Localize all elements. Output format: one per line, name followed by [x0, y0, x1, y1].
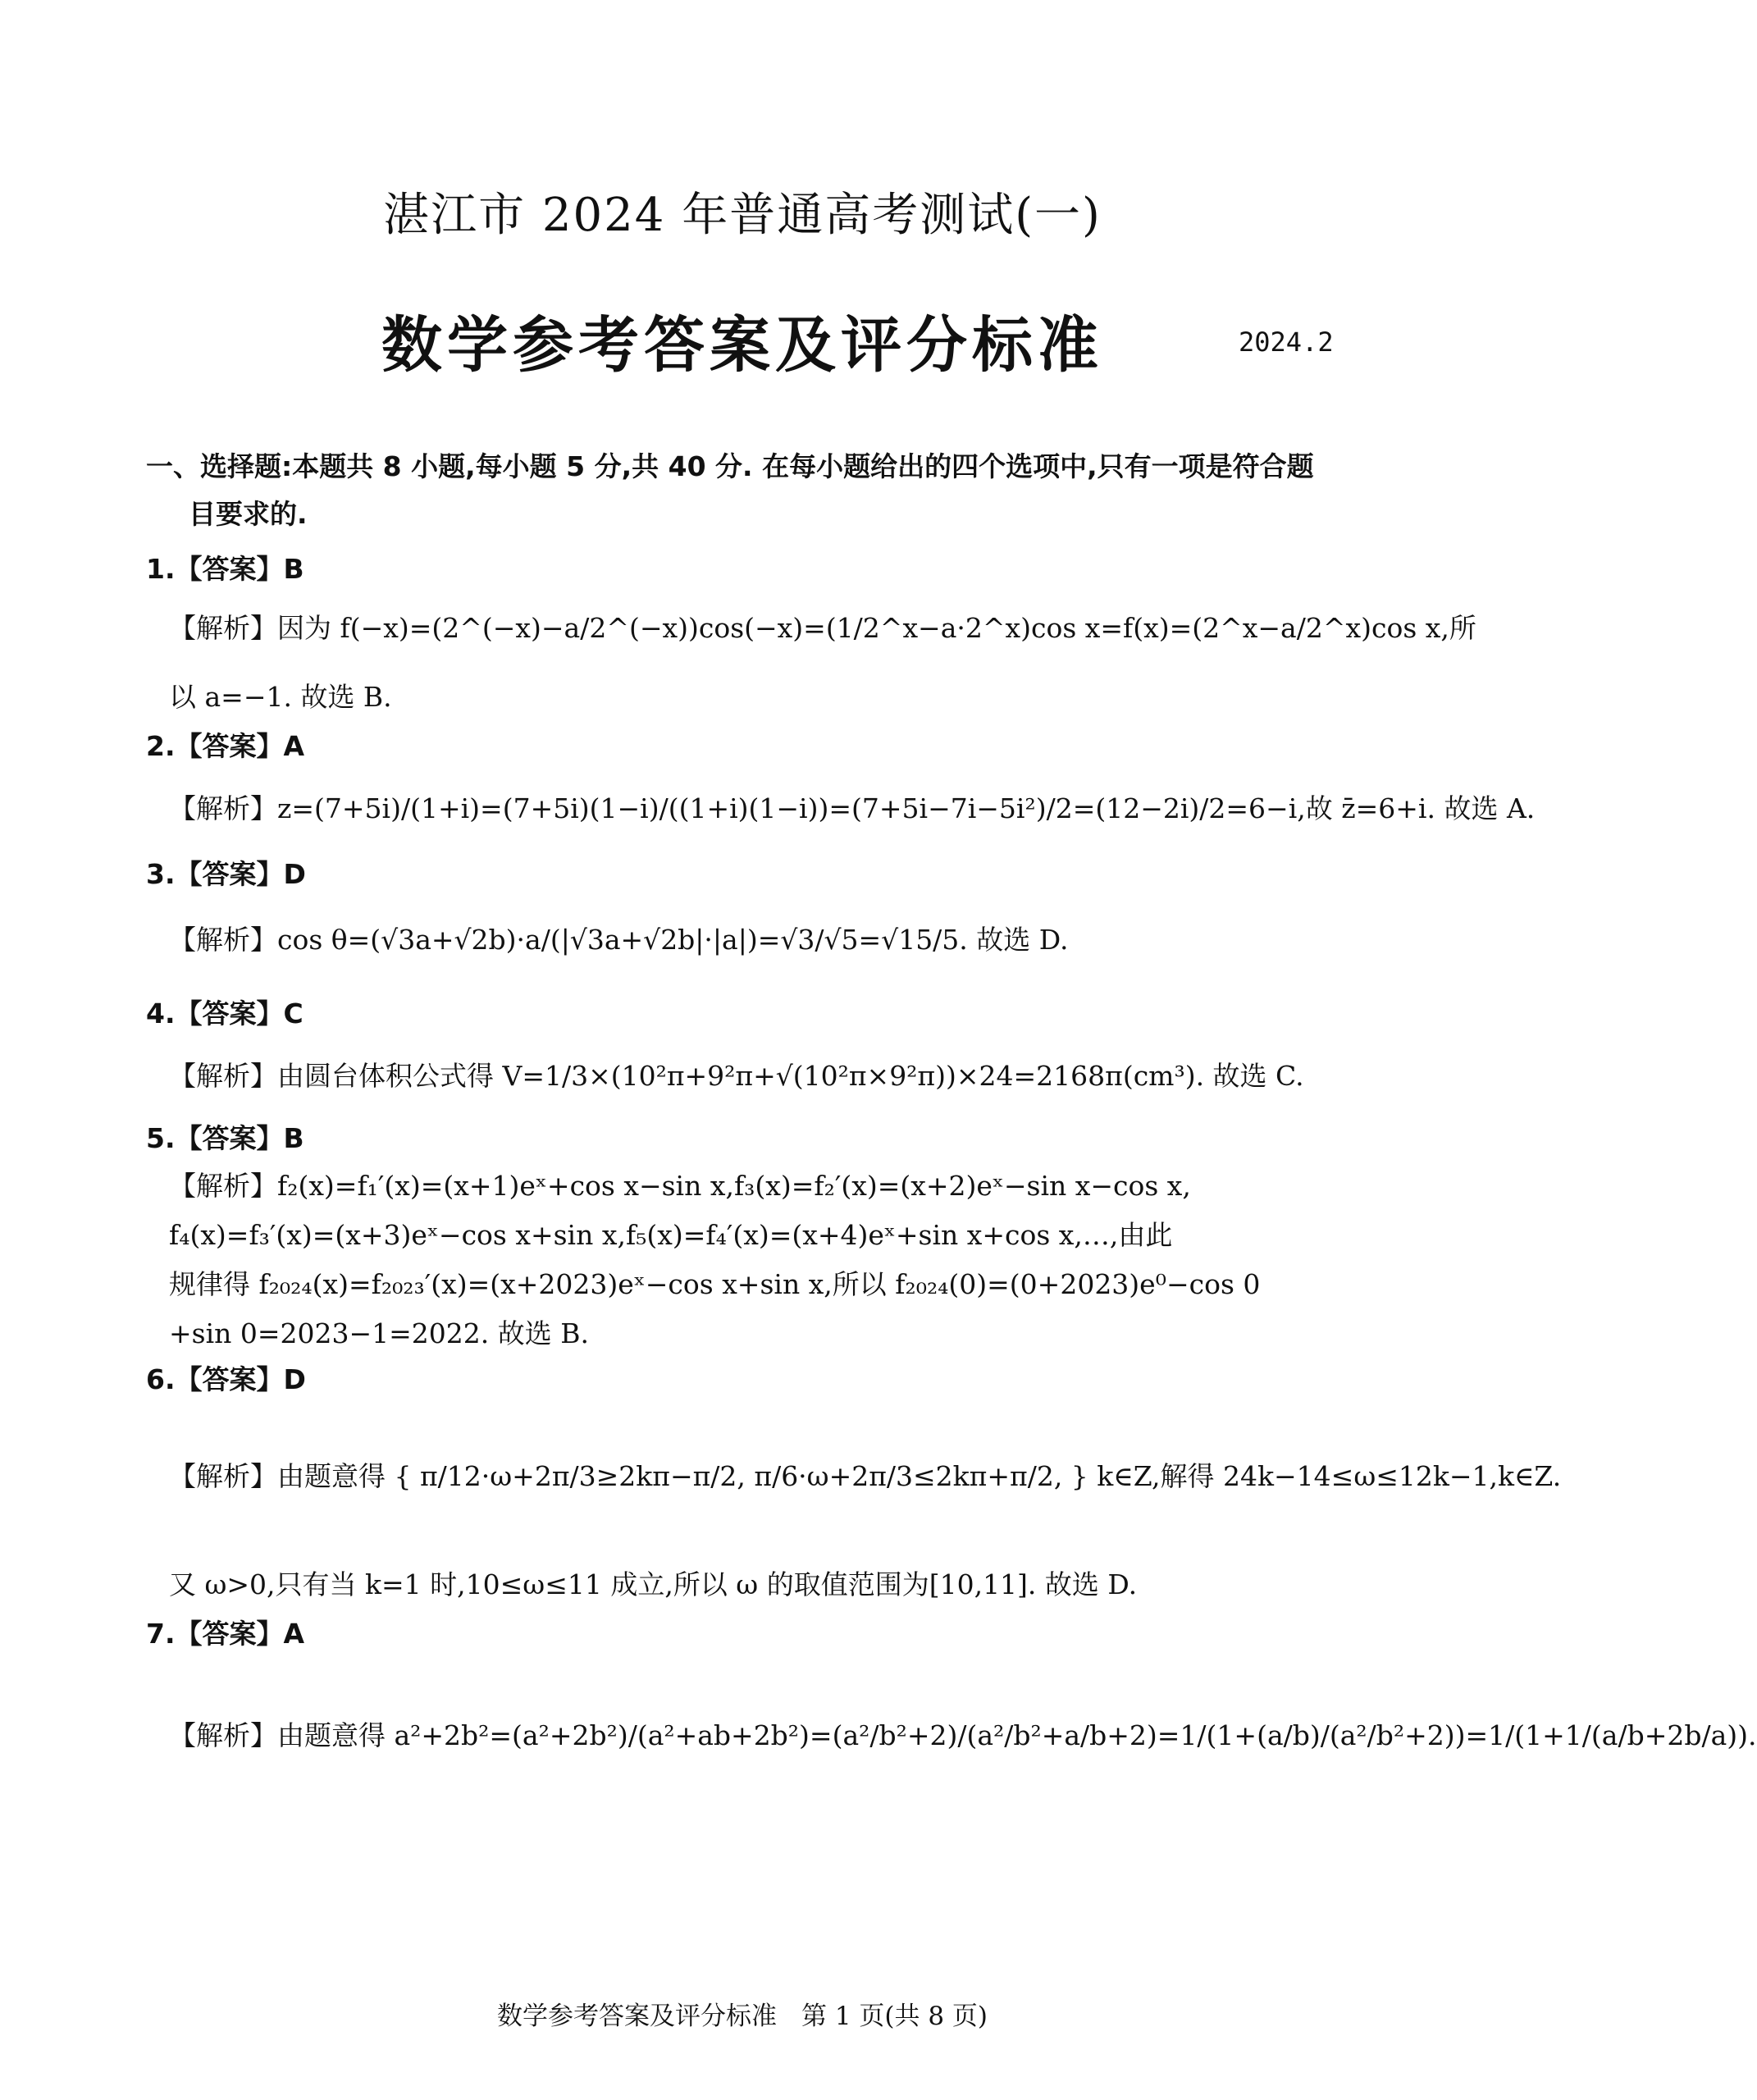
question-2-analysis-line1: 【解析】z=(7+5i)/(1+i)=(7+5i)(1−i)/((1+i)(1−i))=(7+5i−7i−5i²)/2=(12−2i)/2=6−i,故 z̄=6+i. 故选 A. [169, 792, 1536, 824]
exam-title: 湛江市 2024 年普通高考测试(一) [383, 189, 1102, 242]
question-7-analysis-line1: 【解析】由题意得 a²+2b²=(a²+2b²)/(a²+ab+2b²)=(a²/b²+2)/(a²/b²+a/b+2)=1/(1+(a/b)/(a²/b²+2))=1/(1+1/(a/b+2b/a)). [169, 1719, 1757, 1751]
question-3-analysis-line1: 【解析】cos θ=(√3a+√2b)·a/(|√3a+√2b|·|a|)=√3/√5=√15/5. 故选 D. [169, 924, 1069, 956]
question-1-answer: 1.【答案】B [146, 553, 304, 585]
section-heading-line2: 目要求的. [189, 498, 308, 530]
section-heading-line1: 一、选择题:本题共 8 小题,每小题 5 分,共 40 分. 在每小题给出的四个选项中,只有一项是符合题 [146, 450, 1314, 482]
question-4-analysis-line1: 【解析】由圆台体积公式得 V=1/3×(10²π+9²π+√(10²π×9²π))×24=2168π(cm³). 故选 C. [169, 1060, 1304, 1092]
question-5-analysis-line2: f₄(x)=f₃′(x)=(x+3)eˣ−cos x+sin x,f₅(x)=f₄′(x)=(x+4)eˣ+sin x+cos x,…,由此 [169, 1219, 1173, 1251]
page-footer [0, 1995, 1485, 2032]
question-6-answer: 6.【答案】D [146, 1363, 306, 1395]
question-5-answer: 5.【答案】B [146, 1122, 304, 1154]
document-subtitle: 数学参考答案及评分标准 [381, 310, 1103, 381]
question-3-answer: 3.【答案】D [146, 858, 306, 890]
footer-page-number: 第 1 页(共 8 页) [801, 2002, 988, 2031]
question-6-analysis-line1: 【解析】由题意得 { π/12·ω+2π/3≥2kπ−π/2, π/6·ω+2π/3≤2kπ+π/2, } k∈Z,解得 24k−14≤ω≤12k−1,k∈Z. [169, 1460, 1562, 1492]
question-6-analysis-line2: 又 ω>0,只有当 k=1 时,10≤ω≤11 成立,所以 ω 的取值范围为[10,11]. 故选 D. [169, 1568, 1138, 1600]
section-heading [146, 443, 1376, 538]
question-5-analysis-line4: +sin 0=2023−1=2022. 故选 B. [169, 1317, 589, 1349]
question-5-analysis-line3: 规律得 f₂₀₂₄(x)=f₂₀₂₃′(x)=(x+2023)eˣ−cos x+sin x,所以 f₂₀₂₄(0)=(0+2023)e⁰−cos 0 [169, 1268, 1261, 1300]
question-1-analysis-line1: 【解析】因为 f(−x)=(2^(−x)−a/2^(−x))cos(−x)=(1/2^x−a·2^x)cos x=f(x)=(2^x−a/2^x)cos x,所 [169, 612, 1476, 644]
footer-document-name: 数学参考答案及评分标准 [496, 2002, 777, 2031]
question-5-analysis-line1: 【解析】f₂(x)=f₁′(x)=(x+1)eˣ+cos x−sin x,f₃(x)=f₂′(x)=(x+2)eˣ−sin x−cos x, [169, 1170, 1191, 1202]
question-1-analysis-line2: 以 a=−1. 故选 B. [169, 681, 392, 713]
question-7-answer: 7.【答案】A [146, 1618, 305, 1650]
document-date: 2024.2 [1239, 326, 1334, 358]
question-2-answer: 2.【答案】A [146, 730, 305, 762]
question-4-answer: 4.【答案】C [146, 998, 303, 1029]
